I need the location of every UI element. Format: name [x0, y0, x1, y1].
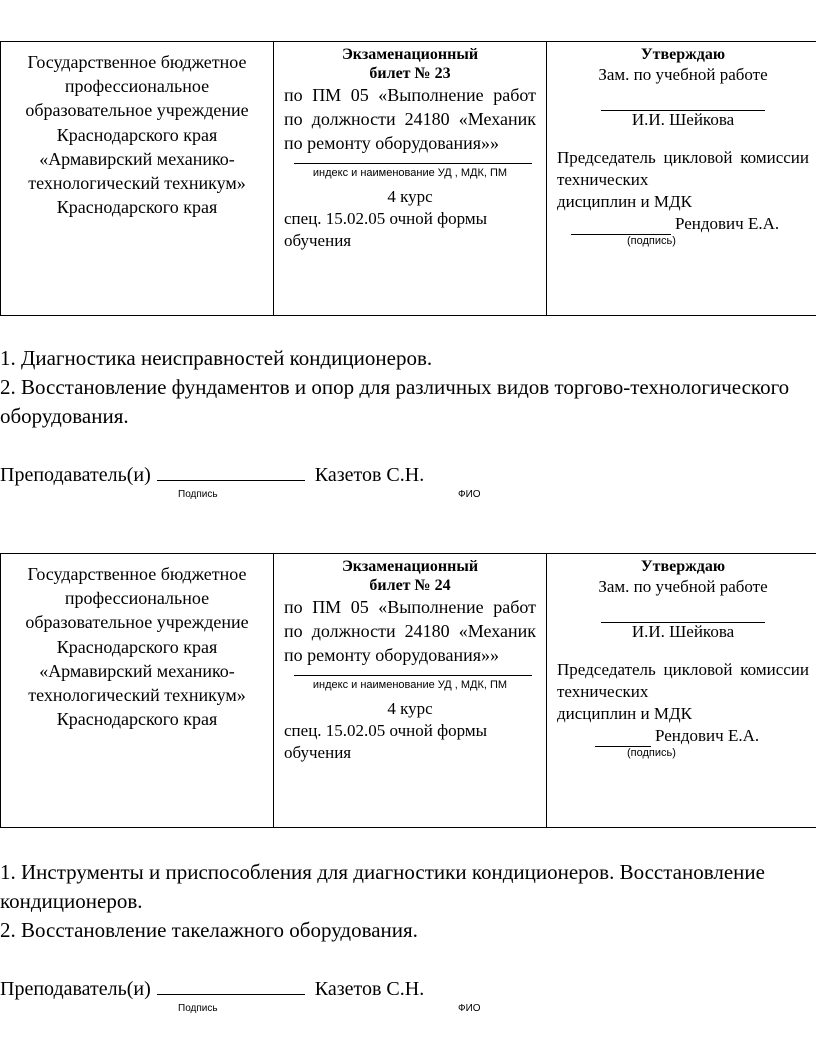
chair-caption: (подпись) — [627, 235, 676, 247]
index-caption: индекс и наименование УД , МДК, ПМ — [312, 679, 508, 691]
ticket-header-table-2 — [0, 553, 816, 828]
ticket-number: билет № 24 — [369, 577, 451, 594]
course: 4 курс — [387, 187, 433, 206]
approve-sign-line — [601, 110, 765, 111]
teacher-label: Преподаватель(и) — [0, 464, 151, 486]
org-cell — [1, 42, 274, 316]
ticket-info-cell — [274, 554, 547, 828]
approve-name: И.И. Шейкова — [631, 622, 735, 641]
questions-list-2 — [0, 858, 790, 945]
approve-title: Утверждаю — [640, 558, 726, 575]
teacher-line-1 — [0, 462, 424, 487]
chair-sign-line — [595, 728, 651, 747]
chair-title-end: дисциплин и МДК — [557, 704, 692, 723]
question-item: 2. Восстановление фундаментов и опор для различных видов торгово-технологического оборудования. — [0, 375, 790, 428]
index-caption: индекс и наименование УД , МДК, ПМ — [312, 167, 508, 179]
chair-sign — [547, 725, 816, 747]
sign-caption: Подпись — [178, 489, 218, 500]
ticket-description: по ПМ 05 «Выполнение работ по должности 24180 «Механик по ремонту оборудования»» — [284, 85, 536, 153]
teacher-label: Преподаватель(и) — [0, 978, 151, 1000]
approve-role: Зам. по учебной работе — [598, 65, 768, 84]
approval-cell — [547, 554, 816, 828]
chair-name: Рендович Е.А. — [655, 726, 760, 745]
teacher-sign-line — [157, 462, 305, 481]
ticket-number: билет № 23 — [369, 65, 451, 82]
question-item: 1. Инструменты и приспособления для диагностики кондиционеров. Восстановление кондиционеров. — [0, 860, 765, 913]
question-item: 1. Диагностика неисправностей кондиционеров. — [0, 346, 433, 370]
approve-name: И.И. Шейкова — [631, 110, 735, 129]
ticket-description: по ПМ 05 «Выполнение работ по должности 24180 «Механик по ремонту оборудования»» — [284, 597, 536, 665]
ticket-title: Экзаменационный билет № 24 — [274, 554, 546, 595]
course: 4 курс — [387, 699, 433, 718]
approve-sign-line — [601, 622, 765, 623]
org-name: Государственное бюджетное профессиональное образовательное учреждение Краснодарского края «Армавирский механико-технологический техникум» Краснодарского края — [25, 52, 249, 218]
fio-caption: ФИО — [458, 1003, 481, 1014]
chair-title: Председатель цикловой комиссии технических — [557, 148, 809, 189]
fio-caption: ФИО — [458, 489, 481, 500]
teacher-name: Казетов С.Н. — [314, 978, 425, 1000]
approve-title: Утверждаю — [640, 46, 726, 63]
teacher-name: Казетов С.Н. — [314, 464, 425, 486]
org-name: Государственное бюджетное профессиональное образовательное учреждение Краснодарского края «Армавирский механико-технологический техникум» Краснодарского края — [25, 564, 249, 730]
index-line — [294, 675, 532, 676]
sign-caption: Подпись — [178, 1003, 218, 1014]
chair-title: Председатель цикловой комиссии технических — [557, 660, 809, 701]
ticket-header-table-1 — [0, 41, 816, 316]
chair-sign — [547, 213, 816, 235]
specialty: спец. 15.02.05 очной формы обучения — [284, 721, 488, 762]
chair-sign-line — [571, 216, 671, 235]
ticket-title: Экзаменационный билет № 23 — [274, 42, 546, 83]
teacher-line-2 — [0, 976, 424, 1001]
approve-role: Зам. по учебной работе — [598, 577, 768, 596]
question-item: 2. Восстановление такелажного оборудования. — [0, 918, 418, 942]
org-cell — [1, 554, 274, 828]
specialty: спец. 15.02.05 очной формы обучения — [284, 209, 488, 250]
chair-title-end: дисциплин и МДК — [557, 192, 692, 211]
chair-name: Рендович Е.А. — [675, 214, 780, 233]
chair-caption: (подпись) — [627, 747, 676, 759]
approval-cell — [547, 42, 816, 316]
ticket-info-cell — [274, 42, 547, 316]
index-line — [294, 163, 532, 164]
teacher-sign-line — [157, 976, 305, 995]
questions-list-1 — [0, 344, 790, 431]
